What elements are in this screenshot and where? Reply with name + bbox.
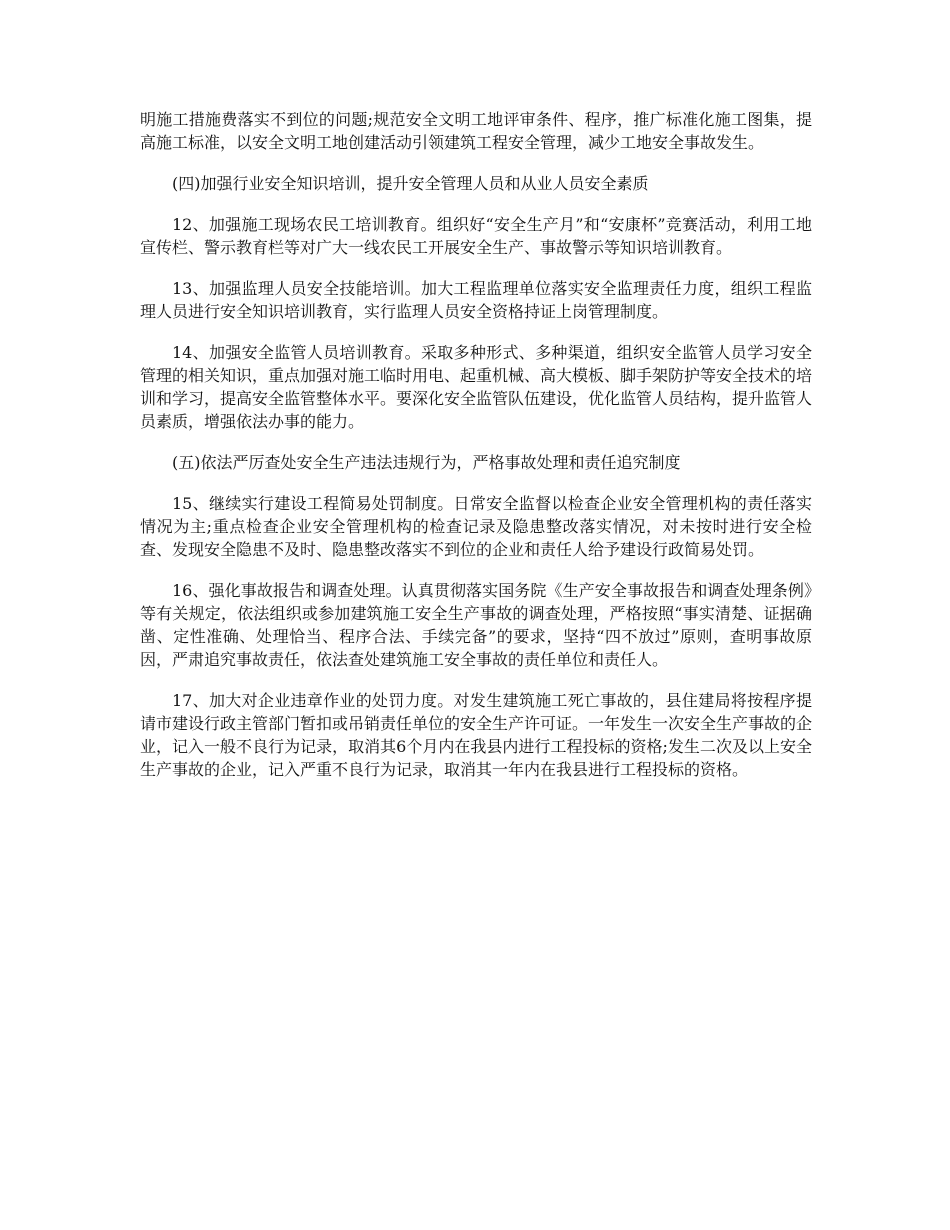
paragraph-item-16: 16、强化事故报告和调查处理。认真贯彻落实国务院《生产安全事故报告和调查处理条例》等有关规定，依法组织或参加建筑施工安全生产事故的调查处理，严格按照“事实清楚、证据确凿、定性准确、处理恰当、程序合法、手续完备”的要求，坚持“四不放过”原则，查明事故原因，严肃追究事故责任，依法查处建筑施工安全事故的责任单位和责任人。 (140, 581, 812, 669)
paragraph-item-13: 13、加强监理人员安全技能培训。加大工程监理单位落实安全监理责任力度，组织工程监理人员进行安全知识培训教育，实行监理人员安全资格持证上岗管理制度。 (140, 279, 812, 321)
paragraph-item-14: 14、加强安全监管人员培训教育。采取多种形式、多种渠道，组织安全监管人员学习安全管理的相关知识，重点加强对施工临时用电、起重机械、高大模板、脚手架防护等安全技术的培训和学习，提高安全监管整体水平。要深化安全监管队伍建设，优化监管人员结构，提升监管人员素质，增强依法办事的能力。 (140, 343, 813, 431)
paragraph-item-17: 17、加大对企业违章作业的处罚力度。对发生建筑施工死亡事故的，县住建局将按程序提请市建设行政主管部门暂扣或吊销责任单位的安全生产许可证。一年发生一次安全生产事故的企业，记入一般不良行为记录，取消其6个月内在我县内进行工程投标的资格;发生二次及以上安全生产事故的企业，记入严重不良行为记录，取消其一年内在我县进行工程投标的资格。 (140, 691, 813, 779)
document-body (140, 108, 812, 799)
section-heading-4: (四)加强行业安全知识培训，提升安全管理人员和从业人员安全素质 (172, 174, 649, 193)
paragraph-item-15: 15、继续实行建设工程简易处罚制度。日常安全监督以检查企业安全管理机构的责任落实情况为主;重点检查企业安全管理机构的检查记录及隐患整改落实情况，对未按时进行安全检查、发现安全隐患不及时、隐患整改落实不到位的企业和责任人给予建设行政简易处罚。 (140, 494, 812, 559)
paragraph-continuation: 明施工措施费落实不到位的问题;规范安全文明工地评审条件、程序，推广标准化施工图集，提高施工标准，以安全文明工地创建活动引领建筑工程安全管理，减少工地安全事故发生。 (140, 110, 812, 152)
section-heading-5: (五)依法严厉查处安全生产违法违规行为，严格事故处理和责任追究制度 (172, 453, 681, 472)
paragraph-item-12: 12、加强施工现场农民工培训教育。组织好“安全生产月”和“安康杯”竞赛活动，利用工地宣传栏、警示教育栏等对广大一线农民工开展安全生产、事故警示等知识培训教育。 (140, 215, 812, 257)
